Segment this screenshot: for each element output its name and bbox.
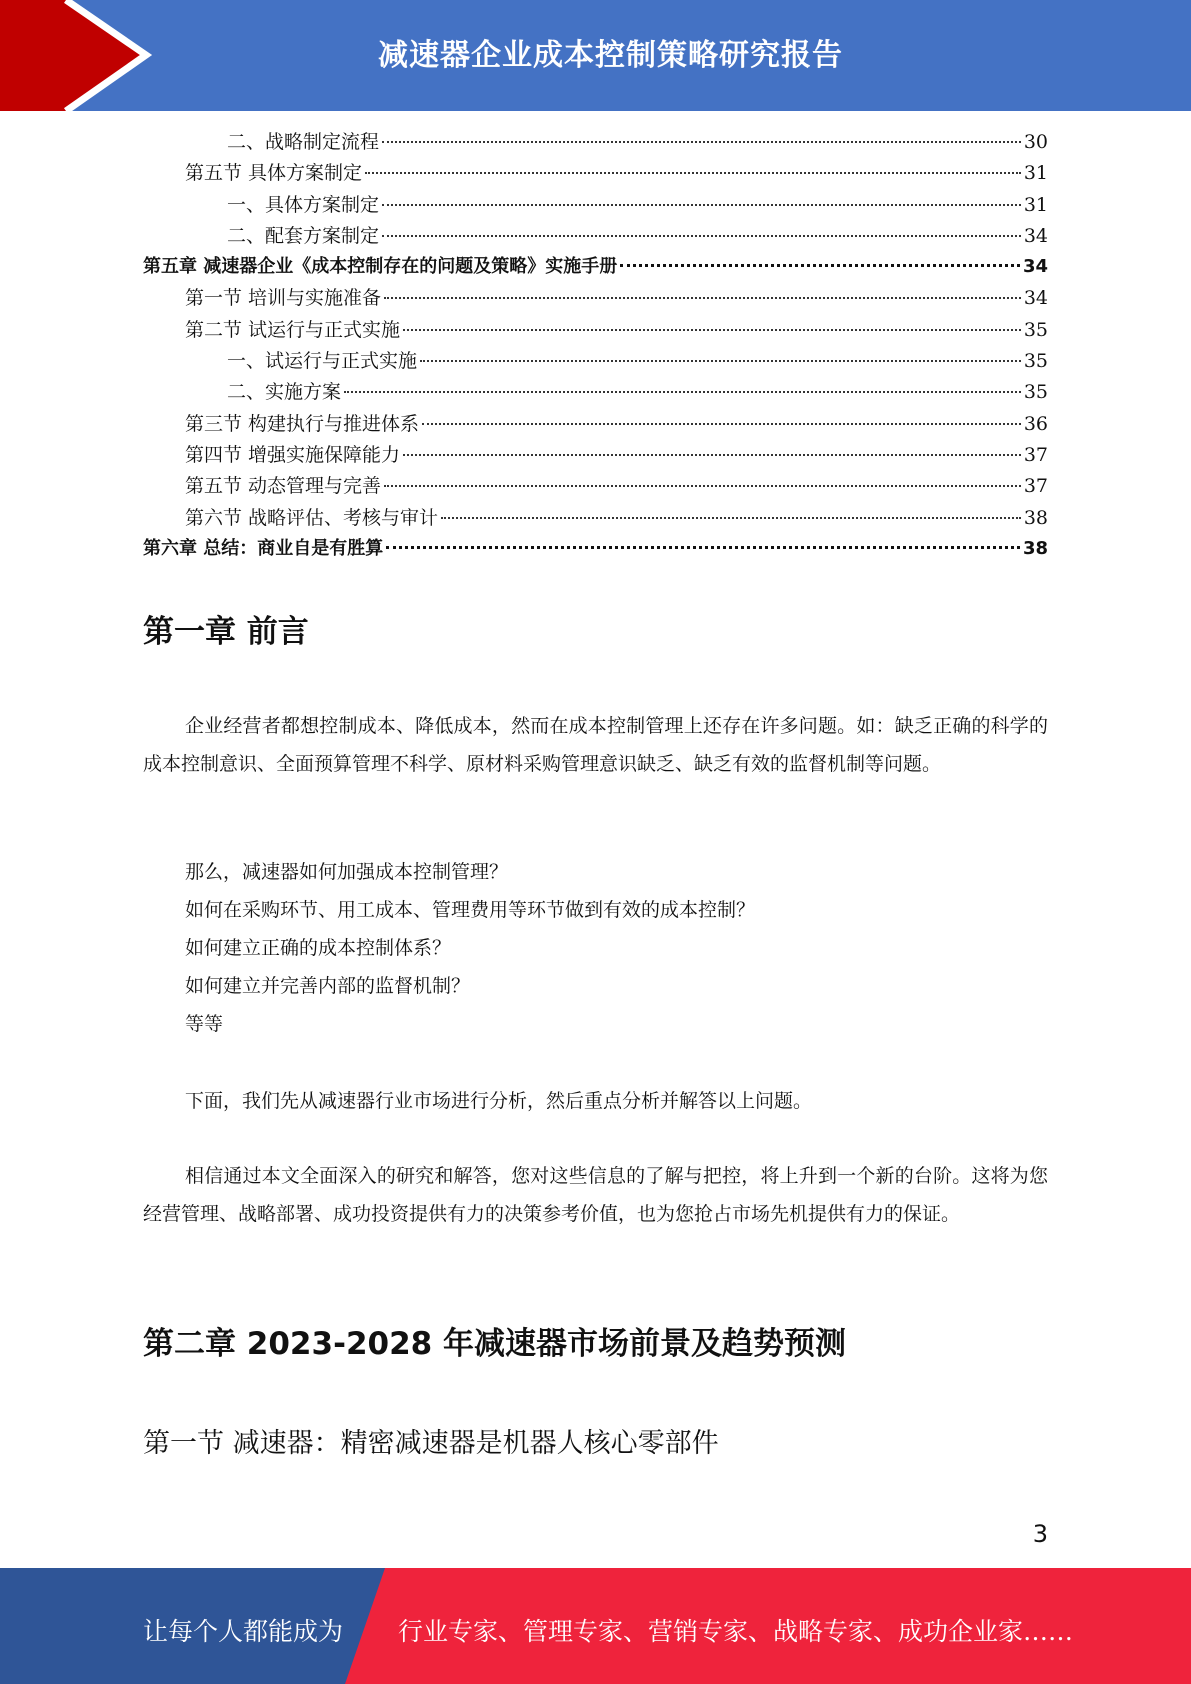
toc-leader-dots: [441, 517, 1021, 519]
toc-entry-title: 第五章 减速器企业《成本控制存在的问题及策略》实施手册: [143, 256, 618, 278]
toc-entry-page: 35: [1023, 381, 1048, 404]
toc-entry-title: 一、试运行与正式实施: [227, 350, 418, 373]
toc-entry-page: 36: [1023, 412, 1048, 435]
toc-entry[interactable]: [143, 158, 1048, 189]
page-number: 3: [1032, 1520, 1048, 1548]
chapter1-heading-block: [143, 606, 1048, 651]
chapter2-heading-block: [143, 1318, 1048, 1363]
page-header: [0, 0, 1191, 111]
toc-entry-title: 二、实施方案: [227, 381, 342, 404]
toc-entry[interactable]: [143, 283, 1048, 314]
toc-leader-dots: [420, 360, 1021, 362]
table-of-contents: [143, 127, 1048, 565]
question-line: 如何在采购环节、用工成本、管理费用等环节做到有效的成本控制？: [185, 899, 756, 921]
toc-entry-title: 二、配套方案制定: [227, 224, 380, 247]
toc-entry-page: 38: [1023, 506, 1048, 529]
toc-entry[interactable]: [143, 346, 1048, 377]
chapter1-para2-block: [143, 1082, 1048, 1120]
toc-entry-title: 第六节 战略评估、考核与审计: [185, 506, 439, 529]
question-line: 等等: [185, 1013, 224, 1035]
report-title: 减速器企业成本控制策略研究报告: [378, 38, 843, 73]
page-footer: [0, 1568, 1191, 1684]
toc-leader-dots: [403, 454, 1021, 456]
toc-entry[interactable]: [143, 471, 1048, 502]
toc-leader-dots: [386, 546, 1020, 549]
toc-entry[interactable]: [143, 221, 1048, 252]
footer-slogan-left: 让每个人都能成为: [143, 1617, 344, 1646]
toc-entry-page: 34: [1022, 256, 1048, 278]
toc-entry[interactable]: [143, 503, 1048, 534]
toc-entry-title: 第一节 培训与实施准备: [185, 287, 382, 310]
toc-entry-page: 38: [1022, 537, 1048, 559]
chapter1-para1-block: [143, 707, 1048, 783]
toc-leader-dots: [382, 141, 1021, 143]
toc-entry-title: 一、具体方案制定: [227, 193, 380, 216]
chapter2-section1-heading: 第一节 减速器：精密减速器是机器人核心零部件: [143, 1428, 719, 1459]
chapter2-section1-block: [143, 1421, 1048, 1460]
chapter1-paragraph-2: 下面，我们先从减速器行业市场进行分析，然后重点分析并解答以上问题。: [185, 1090, 813, 1112]
toc-entry-page: 30: [1023, 131, 1048, 153]
chapter1-para3-block: [143, 1157, 1048, 1233]
toc-entry-title: 第二节 试运行与正式实施: [185, 318, 401, 341]
toc-leader-dots: [620, 264, 1020, 267]
toc-entry-page: 35: [1023, 318, 1048, 341]
toc-entry[interactable]: [143, 377, 1048, 408]
toc-entry-page: 34: [1023, 224, 1048, 247]
chapter1-paragraph-1: 企业经营者都想控制成本、降低成本，然而在成本控制管理上还存在许多问题。如：缺乏正确的科学的成本控制意识、全面预算管理不科学、原材料采购管理意识缺乏、缺乏有效的监督机制等问题。: [143, 715, 1048, 775]
toc-entry-title: 第三节 构建执行与推进体系: [185, 412, 420, 435]
toc-entry[interactable]: [143, 315, 1048, 346]
toc-entry-page: 34: [1023, 287, 1048, 310]
toc-entry-title: 第四节 增强实施保障能力: [185, 443, 401, 466]
toc-leader-dots: [344, 391, 1021, 393]
toc-entry-page: 37: [1023, 475, 1048, 498]
chapter1-paragraph-3: 相信通过本文全面深入的研究和解答，您对这些信息的了解与把控，将上升到一个新的台阶。这将为您经营管理、战略部署、成功投资提供有力的决策参考价值，也为您抢占市场先机提供有力的保证。: [143, 1165, 1048, 1225]
toc-entry[interactable]: [143, 252, 1048, 283]
toc-leader-dots: [382, 204, 1021, 206]
toc-entry-title: 第五节 动态管理与完善: [185, 475, 382, 498]
question-line: 那么，减速器如何加强成本控制管理？: [185, 861, 509, 883]
toc-leader-dots: [365, 172, 1021, 174]
toc-entry-title: 二、战略制定流程: [227, 131, 380, 153]
toc-entry-page: 31: [1023, 162, 1048, 185]
toc-entry-page: 31: [1023, 193, 1048, 216]
toc-leader-dots: [384, 485, 1021, 487]
toc-entry-title: 第五节 具体方案制定: [185, 162, 363, 185]
toc-entry-page: 37: [1023, 443, 1048, 466]
question-line: 如何建立并完善内部的监督机制？: [185, 975, 471, 997]
question-list: [143, 853, 1048, 1043]
chapter1-heading: 第一章 前言: [143, 614, 309, 650]
toc-leader-dots: [403, 329, 1021, 331]
toc-entry[interactable]: [143, 409, 1048, 440]
toc-leader-dots: [382, 235, 1021, 237]
chapter2-heading: 第二章 2023-2028 年减速器市场前景及趋势预测: [143, 1326, 847, 1362]
toc-entry[interactable]: [143, 440, 1048, 471]
toc-entry-page: 35: [1023, 350, 1048, 373]
toc-entry-title: 第六章 总结：商业自是有胜算: [143, 537, 384, 559]
toc-entry[interactable]: [143, 127, 1048, 158]
toc-entry[interactable]: [143, 534, 1048, 565]
toc-entry[interactable]: [143, 190, 1048, 221]
footer-slogan-right: 行业专家、管理专家、营销专家、战略专家、成功企业家……: [398, 1617, 1074, 1646]
toc-leader-dots: [384, 297, 1021, 299]
question-line: 如何建立正确的成本控制体系？: [185, 937, 452, 959]
toc-leader-dots: [422, 423, 1021, 425]
